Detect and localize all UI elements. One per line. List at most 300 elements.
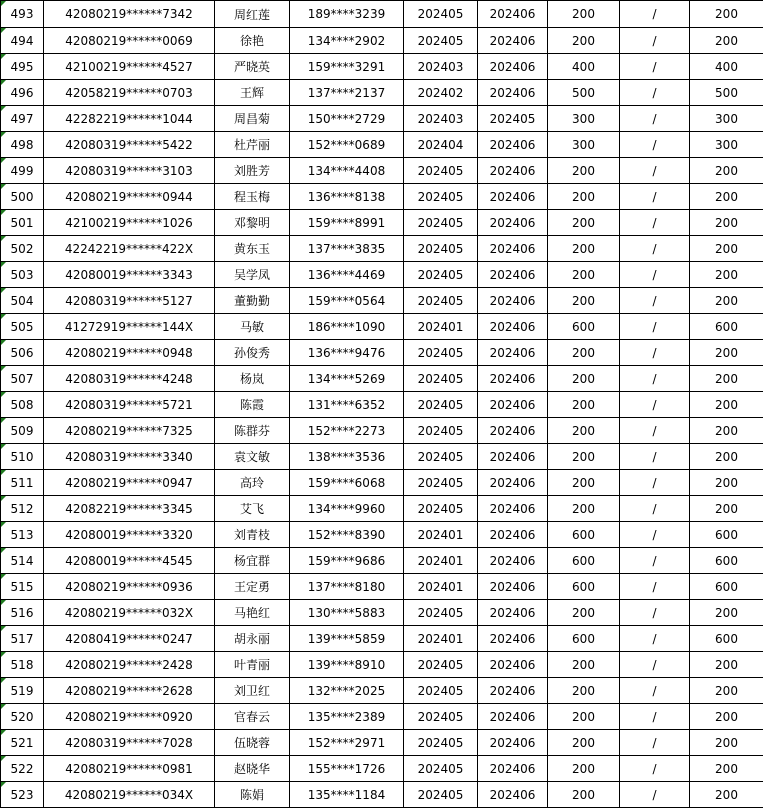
start-month-cell[interactable]: 202405 <box>404 366 478 392</box>
phone-cell[interactable]: 132****2025 <box>290 678 404 704</box>
standard-amount-cell[interactable]: 200 <box>548 470 620 496</box>
row-number-cell[interactable]: 493 <box>1 1 44 28</box>
name-cell[interactable]: 程玉梅 <box>215 184 290 210</box>
table-row <box>1 28 763 54</box>
end-month-cell[interactable]: 202406 <box>478 652 548 678</box>
table-row <box>1 54 763 80</box>
extra-amount-cell[interactable]: / <box>620 340 690 366</box>
id-number-cell[interactable]: 42080319******5127 <box>44 288 215 314</box>
row-number-cell[interactable]: 521 <box>1 730 44 756</box>
standard-amount-cell[interactable]: 600 <box>548 548 620 574</box>
id-number-cell[interactable]: 42080219******7342 <box>44 1 215 28</box>
start-month-cell[interactable]: 202401 <box>404 314 478 340</box>
phone-cell[interactable]: 138****3536 <box>290 444 404 470</box>
name-cell[interactable]: 刘青枝 <box>215 522 290 548</box>
extra-amount-cell[interactable]: / <box>620 210 690 236</box>
standard-amount-cell[interactable]: 600 <box>548 574 620 600</box>
end-month-cell[interactable]: 202406 <box>478 314 548 340</box>
row-number-cell[interactable]: 512 <box>1 496 44 522</box>
end-month-cell[interactable]: 202406 <box>478 288 548 314</box>
row-number-cell[interactable]: 519 <box>1 678 44 704</box>
end-month-cell[interactable]: 202406 <box>478 782 548 808</box>
extra-amount-cell[interactable]: / <box>620 80 690 106</box>
table-row <box>1 132 763 158</box>
total-amount-cell[interactable]: 200 <box>690 1 763 28</box>
id-number-cell[interactable]: 42080219******0069 <box>44 28 215 54</box>
total-amount-cell[interactable]: 300 <box>690 132 763 158</box>
name-cell[interactable]: 杜芹丽 <box>215 132 290 158</box>
name-cell[interactable]: 陈霞 <box>215 392 290 418</box>
extra-amount-cell[interactable]: / <box>620 28 690 54</box>
row-number-cell[interactable]: 495 <box>1 54 44 80</box>
end-month-cell[interactable]: 202406 <box>478 262 548 288</box>
phone-cell[interactable]: 136****9476 <box>290 340 404 366</box>
phone-cell[interactable]: 131****6352 <box>290 392 404 418</box>
total-amount-cell[interactable]: 600 <box>690 314 763 340</box>
name-cell[interactable]: 王辉 <box>215 80 290 106</box>
standard-amount-cell[interactable]: 200 <box>548 262 620 288</box>
name-cell[interactable]: 严晓英 <box>215 54 290 80</box>
phone-cell[interactable]: 155****1726 <box>290 756 404 782</box>
start-month-cell[interactable]: 202405 <box>404 28 478 54</box>
extra-amount-cell[interactable]: / <box>620 366 690 392</box>
row-number-cell[interactable]: 497 <box>1 106 44 132</box>
standard-amount-cell[interactable]: 400 <box>548 54 620 80</box>
phone-cell[interactable]: 189****3239 <box>290 1 404 28</box>
start-month-cell[interactable]: 202403 <box>404 54 478 80</box>
row-number-cell[interactable]: 506 <box>1 340 44 366</box>
table-row <box>1 626 763 652</box>
row-number-cell[interactable]: 516 <box>1 600 44 626</box>
end-month-cell[interactable]: 202406 <box>478 28 548 54</box>
extra-amount-cell[interactable]: / <box>620 756 690 782</box>
id-number-cell[interactable]: 42100219******1026 <box>44 210 215 236</box>
total-amount-cell[interactable]: 200 <box>690 340 763 366</box>
row-number-cell[interactable]: 522 <box>1 756 44 782</box>
phone-cell[interactable]: 159****3291 <box>290 54 404 80</box>
row-number-cell[interactable]: 502 <box>1 236 44 262</box>
total-amount-cell[interactable]: 200 <box>690 418 763 444</box>
standard-amount-cell[interactable]: 200 <box>548 418 620 444</box>
end-month-cell[interactable]: 202406 <box>478 80 548 106</box>
id-number-cell[interactable]: 42080319******5721 <box>44 392 215 418</box>
phone-cell[interactable]: 134****5269 <box>290 366 404 392</box>
id-number-cell[interactable]: 42082219******3345 <box>44 496 215 522</box>
row-number-cell[interactable]: 513 <box>1 522 44 548</box>
phone-cell[interactable]: 150****2729 <box>290 106 404 132</box>
extra-amount-cell[interactable]: / <box>620 262 690 288</box>
extra-amount-cell[interactable]: / <box>620 704 690 730</box>
end-month-cell[interactable]: 202406 <box>478 678 548 704</box>
phone-cell[interactable]: 152****0689 <box>290 132 404 158</box>
name-cell[interactable]: 王定勇 <box>215 574 290 600</box>
name-cell[interactable]: 刘卫红 <box>215 678 290 704</box>
standard-amount-cell[interactable]: 200 <box>548 600 620 626</box>
standard-amount-cell[interactable]: 600 <box>548 314 620 340</box>
extra-amount-cell[interactable]: / <box>620 730 690 756</box>
table-row <box>1 574 763 600</box>
end-month-cell[interactable]: 202406 <box>478 444 548 470</box>
name-cell[interactable]: 官春云 <box>215 704 290 730</box>
table-row <box>1 288 763 314</box>
total-amount-cell[interactable]: 200 <box>690 28 763 54</box>
id-number-cell[interactable]: 42080219******2428 <box>44 652 215 678</box>
end-month-cell[interactable]: 202406 <box>478 548 548 574</box>
row-number-cell[interactable]: 504 <box>1 288 44 314</box>
table-row <box>1 262 763 288</box>
extra-amount-cell[interactable]: / <box>620 470 690 496</box>
table-row <box>1 392 763 418</box>
total-amount-cell[interactable]: 200 <box>690 444 763 470</box>
phone-cell[interactable]: 137****3835 <box>290 236 404 262</box>
end-month-cell[interactable]: 202406 <box>478 392 548 418</box>
total-amount-cell[interactable]: 200 <box>690 392 763 418</box>
start-month-cell[interactable]: 202405 <box>404 392 478 418</box>
standard-amount-cell[interactable]: 500 <box>548 80 620 106</box>
start-month-cell[interactable]: 202405 <box>404 184 478 210</box>
total-amount-cell[interactable]: 200 <box>690 158 763 184</box>
extra-amount-cell[interactable]: / <box>620 444 690 470</box>
end-month-cell[interactable]: 202406 <box>478 340 548 366</box>
phone-cell[interactable]: 130****5883 <box>290 600 404 626</box>
total-amount-cell[interactable]: 200 <box>690 236 763 262</box>
phone-cell[interactable]: 159****9686 <box>290 548 404 574</box>
id-number-cell[interactable]: 42080219******7325 <box>44 418 215 444</box>
extra-amount-cell[interactable]: / <box>620 418 690 444</box>
table-row <box>1 470 763 496</box>
name-cell[interactable]: 高玲 <box>215 470 290 496</box>
start-month-cell[interactable]: 202405 <box>404 418 478 444</box>
name-cell[interactable]: 马敏 <box>215 314 290 340</box>
extra-amount-cell[interactable]: / <box>620 1 690 28</box>
row-number-cell[interactable]: 503 <box>1 262 44 288</box>
row-number-cell[interactable]: 523 <box>1 782 44 808</box>
total-amount-cell[interactable]: 200 <box>690 366 763 392</box>
total-amount-cell[interactable]: 200 <box>690 600 763 626</box>
id-number-cell[interactable]: 42080219******0920 <box>44 704 215 730</box>
extra-amount-cell[interactable]: / <box>620 522 690 548</box>
row-number-cell[interactable]: 505 <box>1 314 44 340</box>
end-month-cell[interactable]: 202406 <box>478 132 548 158</box>
id-number-cell[interactable]: 42080219******0936 <box>44 574 215 600</box>
standard-amount-cell[interactable]: 200 <box>548 678 620 704</box>
row-number-cell[interactable]: 501 <box>1 210 44 236</box>
total-amount-cell[interactable]: 200 <box>690 262 763 288</box>
end-month-cell[interactable]: 202406 <box>478 418 548 444</box>
standard-amount-cell[interactable]: 200 <box>548 782 620 808</box>
id-number-cell[interactable]: 42080019******3343 <box>44 262 215 288</box>
start-month-cell[interactable]: 202405 <box>404 288 478 314</box>
phone-cell[interactable]: 136****4469 <box>290 262 404 288</box>
standard-amount-cell[interactable]: 200 <box>548 340 620 366</box>
table-body <box>1 1 763 808</box>
start-month-cell[interactable]: 202401 <box>404 548 478 574</box>
standard-amount-cell[interactable]: 200 <box>548 236 620 262</box>
standard-amount-cell[interactable]: 200 <box>548 756 620 782</box>
standard-amount-cell[interactable]: 200 <box>548 158 620 184</box>
id-number-cell[interactable]: 42080319******3340 <box>44 444 215 470</box>
end-month-cell[interactable]: 202406 <box>478 522 548 548</box>
standard-amount-cell[interactable]: 200 <box>548 444 620 470</box>
row-number-cell[interactable]: 496 <box>1 80 44 106</box>
phone-cell[interactable]: 159****6068 <box>290 470 404 496</box>
start-month-cell[interactable]: 202405 <box>404 1 478 28</box>
standard-amount-cell[interactable]: 200 <box>548 652 620 678</box>
id-number-cell[interactable]: 42080219******0981 <box>44 756 215 782</box>
phone-cell[interactable]: 135****2389 <box>290 704 404 730</box>
standard-amount-cell[interactable]: 200 <box>548 392 620 418</box>
name-cell[interactable]: 赵晓华 <box>215 756 290 782</box>
total-amount-cell[interactable]: 600 <box>690 574 763 600</box>
phone-cell[interactable]: 139****8910 <box>290 652 404 678</box>
extra-amount-cell[interactable]: / <box>620 574 690 600</box>
extra-amount-cell[interactable]: / <box>620 392 690 418</box>
id-number-cell[interactable]: 42100219******4527 <box>44 54 215 80</box>
end-month-cell[interactable]: 202406 <box>478 626 548 652</box>
id-number-cell[interactable]: 42080219******0947 <box>44 470 215 496</box>
name-cell[interactable]: 杨岚 <box>215 366 290 392</box>
extra-amount-cell[interactable]: / <box>620 132 690 158</box>
table-row <box>1 652 763 678</box>
table-row <box>1 522 763 548</box>
start-month-cell[interactable]: 202405 <box>404 730 478 756</box>
extra-amount-cell[interactable]: / <box>620 626 690 652</box>
row-number-cell[interactable]: 520 <box>1 704 44 730</box>
total-amount-cell[interactable]: 600 <box>690 548 763 574</box>
table-row <box>1 704 763 730</box>
start-month-cell[interactable]: 202405 <box>404 236 478 262</box>
start-month-cell[interactable]: 202405 <box>404 340 478 366</box>
table-row <box>1 600 763 626</box>
end-month-cell[interactable]: 202406 <box>478 366 548 392</box>
start-month-cell[interactable]: 202405 <box>404 470 478 496</box>
start-month-cell[interactable]: 202403 <box>404 106 478 132</box>
id-number-cell[interactable]: 42282219******1044 <box>44 106 215 132</box>
id-number-cell[interactable]: 42080219******0944 <box>44 184 215 210</box>
extra-amount-cell[interactable]: / <box>620 782 690 808</box>
phone-cell[interactable]: 134****4408 <box>290 158 404 184</box>
phone-cell[interactable]: 136****8138 <box>290 184 404 210</box>
table-row <box>1 730 763 756</box>
id-number-cell[interactable]: 42080019******4545 <box>44 548 215 574</box>
total-amount-cell[interactable]: 300 <box>690 106 763 132</box>
row-number-cell[interactable]: 515 <box>1 574 44 600</box>
end-month-cell[interactable]: 202405 <box>478 106 548 132</box>
standard-amount-cell[interactable]: 200 <box>548 210 620 236</box>
extra-amount-cell[interactable]: / <box>620 548 690 574</box>
id-number-cell[interactable]: 42080419******0247 <box>44 626 215 652</box>
total-amount-cell[interactable]: 400 <box>690 54 763 80</box>
end-month-cell[interactable]: 202406 <box>478 730 548 756</box>
row-number-cell[interactable]: 508 <box>1 392 44 418</box>
extra-amount-cell[interactable]: / <box>620 496 690 522</box>
phone-cell[interactable]: 137****2137 <box>290 80 404 106</box>
name-cell[interactable]: 黄东玉 <box>215 236 290 262</box>
name-cell[interactable]: 邓黎明 <box>215 210 290 236</box>
start-month-cell[interactable]: 202404 <box>404 132 478 158</box>
start-month-cell[interactable]: 202405 <box>404 704 478 730</box>
end-month-cell[interactable]: 202406 <box>478 574 548 600</box>
id-number-cell[interactable]: 42242219******422X <box>44 236 215 262</box>
standard-amount-cell[interactable]: 600 <box>548 626 620 652</box>
end-month-cell[interactable]: 202406 <box>478 756 548 782</box>
phone-cell[interactable]: 137****8180 <box>290 574 404 600</box>
name-cell[interactable]: 胡永丽 <box>215 626 290 652</box>
phone-cell[interactable]: 134****2902 <box>290 28 404 54</box>
id-number-cell[interactable]: 42080219******034X <box>44 782 215 808</box>
total-amount-cell[interactable]: 200 <box>690 496 763 522</box>
row-number-cell[interactable]: 510 <box>1 444 44 470</box>
extra-amount-cell[interactable]: / <box>620 54 690 80</box>
name-cell[interactable]: 徐艳 <box>215 28 290 54</box>
extra-amount-cell[interactable]: / <box>620 106 690 132</box>
end-month-cell[interactable]: 202406 <box>478 158 548 184</box>
row-number-cell[interactable]: 499 <box>1 158 44 184</box>
standard-amount-cell[interactable]: 200 <box>548 1 620 28</box>
start-month-cell[interactable]: 202401 <box>404 574 478 600</box>
row-number-cell[interactable]: 507 <box>1 366 44 392</box>
start-month-cell[interactable]: 202405 <box>404 652 478 678</box>
standard-amount-cell[interactable]: 200 <box>548 184 620 210</box>
id-number-cell[interactable]: 42080319******3103 <box>44 158 215 184</box>
name-cell[interactable]: 陈娟 <box>215 782 290 808</box>
standard-amount-cell[interactable]: 200 <box>548 496 620 522</box>
start-month-cell[interactable]: 202401 <box>404 626 478 652</box>
phone-cell[interactable]: 159****0564 <box>290 288 404 314</box>
row-number-cell[interactable]: 518 <box>1 652 44 678</box>
name-cell[interactable]: 陈群芬 <box>215 418 290 444</box>
start-month-cell[interactable]: 202405 <box>404 782 478 808</box>
standard-amount-cell[interactable]: 200 <box>548 730 620 756</box>
table-row <box>1 184 763 210</box>
extra-amount-cell[interactable]: / <box>620 652 690 678</box>
row-number-cell[interactable]: 514 <box>1 548 44 574</box>
row-number-cell[interactable]: 500 <box>1 184 44 210</box>
start-month-cell[interactable]: 202405 <box>404 444 478 470</box>
phone-cell[interactable]: 152****2971 <box>290 730 404 756</box>
start-month-cell[interactable]: 202405 <box>404 678 478 704</box>
total-amount-cell[interactable]: 600 <box>690 522 763 548</box>
standard-amount-cell[interactable]: 200 <box>548 366 620 392</box>
standard-amount-cell[interactable]: 200 <box>548 288 620 314</box>
id-number-cell[interactable]: 42080319******7028 <box>44 730 215 756</box>
phone-cell[interactable]: 139****5859 <box>290 626 404 652</box>
total-amount-cell[interactable]: 200 <box>690 288 763 314</box>
phone-cell[interactable]: 186****1090 <box>290 314 404 340</box>
phone-cell[interactable]: 159****8991 <box>290 210 404 236</box>
name-cell[interactable]: 杨宜群 <box>215 548 290 574</box>
standard-amount-cell[interactable]: 200 <box>548 28 620 54</box>
standard-amount-cell[interactable]: 300 <box>548 132 620 158</box>
total-amount-cell[interactable]: 200 <box>690 184 763 210</box>
table-row <box>1 236 763 262</box>
name-cell[interactable]: 叶青丽 <box>215 652 290 678</box>
id-number-cell[interactable]: 42080319******4248 <box>44 366 215 392</box>
name-cell[interactable]: 刘胜芳 <box>215 158 290 184</box>
name-cell[interactable]: 艾飞 <box>215 496 290 522</box>
start-month-cell[interactable]: 202405 <box>404 600 478 626</box>
start-month-cell[interactable]: 202402 <box>404 80 478 106</box>
table-row <box>1 366 763 392</box>
row-number-cell[interactable]: 509 <box>1 418 44 444</box>
row-number-cell[interactable]: 498 <box>1 132 44 158</box>
id-number-cell[interactable]: 42080219******2628 <box>44 678 215 704</box>
start-month-cell[interactable]: 202405 <box>404 158 478 184</box>
total-amount-cell[interactable]: 200 <box>690 704 763 730</box>
row-number-cell[interactable]: 517 <box>1 626 44 652</box>
start-month-cell[interactable]: 202405 <box>404 756 478 782</box>
row-number-cell[interactable]: 494 <box>1 28 44 54</box>
total-amount-cell[interactable]: 200 <box>690 210 763 236</box>
phone-cell[interactable]: 152****8390 <box>290 522 404 548</box>
total-amount-cell[interactable]: 200 <box>690 470 763 496</box>
extra-amount-cell[interactable]: / <box>620 158 690 184</box>
extra-amount-cell[interactable]: / <box>620 236 690 262</box>
extra-amount-cell[interactable]: / <box>620 600 690 626</box>
phone-cell[interactable]: 134****9960 <box>290 496 404 522</box>
table-row <box>1 678 763 704</box>
id-number-cell[interactable]: 42080219******032X <box>44 600 215 626</box>
end-month-cell[interactable]: 202406 <box>478 496 548 522</box>
end-month-cell[interactable]: 202406 <box>478 236 548 262</box>
id-number-cell[interactable]: 41272919******144X <box>44 314 215 340</box>
phone-cell[interactable]: 135****1184 <box>290 782 404 808</box>
id-number-cell[interactable]: 42080219******0948 <box>44 340 215 366</box>
end-month-cell[interactable]: 202406 <box>478 704 548 730</box>
end-month-cell[interactable]: 202406 <box>478 1 548 28</box>
start-month-cell[interactable]: 202401 <box>404 522 478 548</box>
standard-amount-cell[interactable]: 200 <box>548 704 620 730</box>
name-cell[interactable]: 吴学凤 <box>215 262 290 288</box>
end-month-cell[interactable]: 202406 <box>478 600 548 626</box>
table-row <box>1 444 763 470</box>
name-cell[interactable]: 马艳红 <box>215 600 290 626</box>
name-cell[interactable]: 周红莲 <box>215 1 290 28</box>
name-cell[interactable]: 袁文敏 <box>215 444 290 470</box>
total-amount-cell[interactable]: 500 <box>690 80 763 106</box>
extra-amount-cell[interactable]: / <box>620 678 690 704</box>
start-month-cell[interactable]: 202405 <box>404 210 478 236</box>
row-number-cell[interactable]: 511 <box>1 470 44 496</box>
extra-amount-cell[interactable]: / <box>620 314 690 340</box>
total-amount-cell[interactable]: 200 <box>690 652 763 678</box>
name-cell[interactable]: 周昌菊 <box>215 106 290 132</box>
standard-amount-cell[interactable]: 300 <box>548 106 620 132</box>
name-cell[interactable]: 伍晓蓉 <box>215 730 290 756</box>
total-amount-cell[interactable]: 200 <box>690 730 763 756</box>
table-row <box>1 80 763 106</box>
total-amount-cell[interactable]: 200 <box>690 756 763 782</box>
id-number-cell[interactable]: 42080019******3320 <box>44 522 215 548</box>
extra-amount-cell[interactable]: / <box>620 288 690 314</box>
total-amount-cell[interactable]: 200 <box>690 782 763 808</box>
end-month-cell[interactable]: 202406 <box>478 184 548 210</box>
standard-amount-cell[interactable]: 600 <box>548 522 620 548</box>
total-amount-cell[interactable]: 600 <box>690 626 763 652</box>
extra-amount-cell[interactable]: / <box>620 184 690 210</box>
end-month-cell[interactable]: 202406 <box>478 210 548 236</box>
name-cell[interactable]: 董勤勤 <box>215 288 290 314</box>
name-cell[interactable]: 孙俊秀 <box>215 340 290 366</box>
phone-cell[interactable]: 152****2273 <box>290 418 404 444</box>
start-month-cell[interactable]: 202405 <box>404 496 478 522</box>
end-month-cell[interactable]: 202406 <box>478 54 548 80</box>
id-number-cell[interactable]: 42080319******5422 <box>44 132 215 158</box>
start-month-cell[interactable]: 202405 <box>404 262 478 288</box>
total-amount-cell[interactable]: 200 <box>690 678 763 704</box>
id-number-cell[interactable]: 42058219******0703 <box>44 80 215 106</box>
end-month-cell[interactable]: 202406 <box>478 470 548 496</box>
